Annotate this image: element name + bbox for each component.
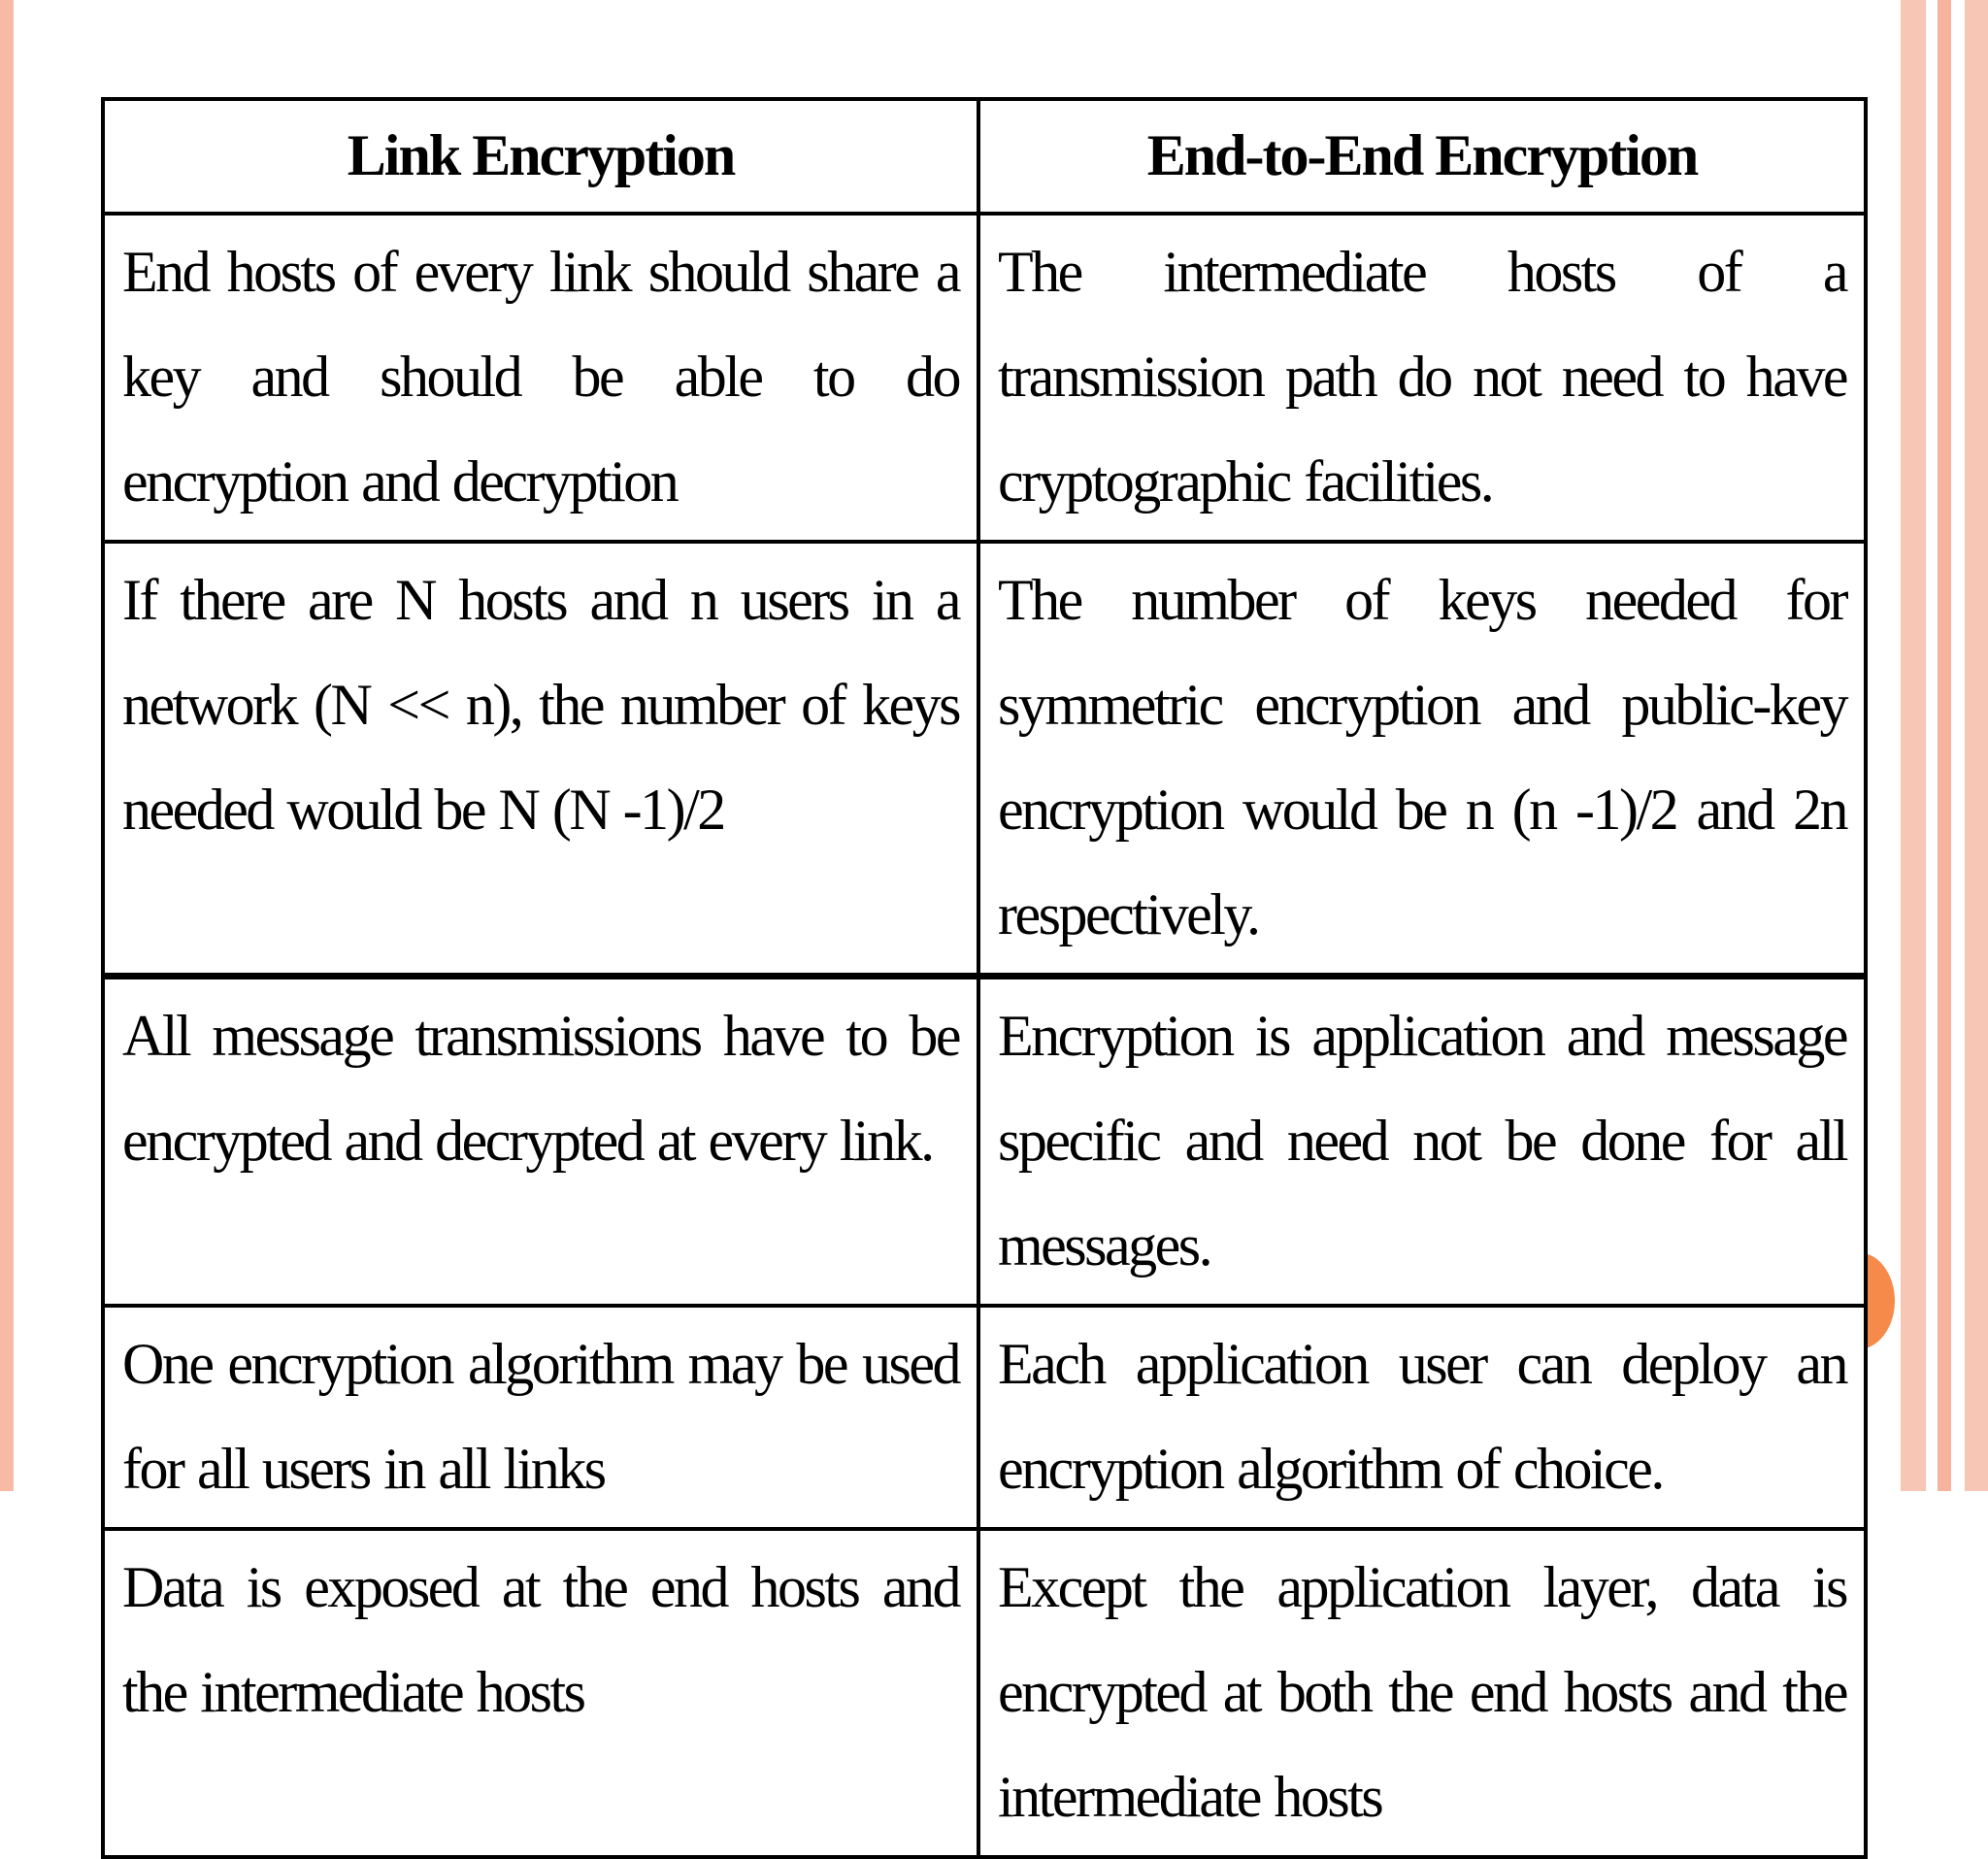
table-row: [103, 1306, 1866, 1529]
right-accent-stripe: [1938, 0, 1951, 1491]
cell-e2e: The intermediate hosts of a transmission path do not need to have cryptographic facilities.: [978, 214, 1866, 542]
header-end-to-end-encryption: End-to-End Encryption: [978, 99, 1866, 214]
cell-link: All message transmissions have to be encrypted and decrypted at every link.: [103, 977, 978, 1307]
table-row: [103, 542, 1866, 977]
cell-link: One encryption algorithm may be used for all users in all links: [103, 1306, 978, 1529]
table-row: [103, 977, 1866, 1307]
encryption-comparison-table: [101, 97, 1868, 1859]
cell-e2e: Encryption is application and message specific and need not be done for all messages.: [978, 977, 1866, 1307]
header-link-encryption: Link Encryption: [103, 99, 978, 214]
cell-e2e: The number of keys needed for symmetric encryption and public-key encryption would be n (n -1)/2 and 2n respectively.: [978, 542, 1866, 977]
cell-link: If there are N hosts and n users in a network (N << n), the number of keys needed would be N (N -1)/2: [103, 542, 978, 977]
cell-link: Data is exposed at the end hosts and the intermediate hosts: [103, 1529, 978, 1857]
cell-e2e: Except the application layer, data is encrypted at both the end hosts and the intermediate hosts: [978, 1529, 1866, 1857]
cell-link: End hosts of every link should share a key and should be able to do encryption and decryption: [103, 214, 978, 542]
table-header-row: [103, 99, 1866, 214]
cell-e2e: Each application user can deploy an encryption algorithm of choice.: [978, 1306, 1866, 1529]
table-row: [103, 214, 1866, 542]
right-accent-stripe: [1901, 0, 1926, 1491]
right-accent-stripe: [1965, 0, 1988, 1491]
left-accent-bar: [0, 0, 14, 1491]
table-row: [103, 1529, 1866, 1857]
